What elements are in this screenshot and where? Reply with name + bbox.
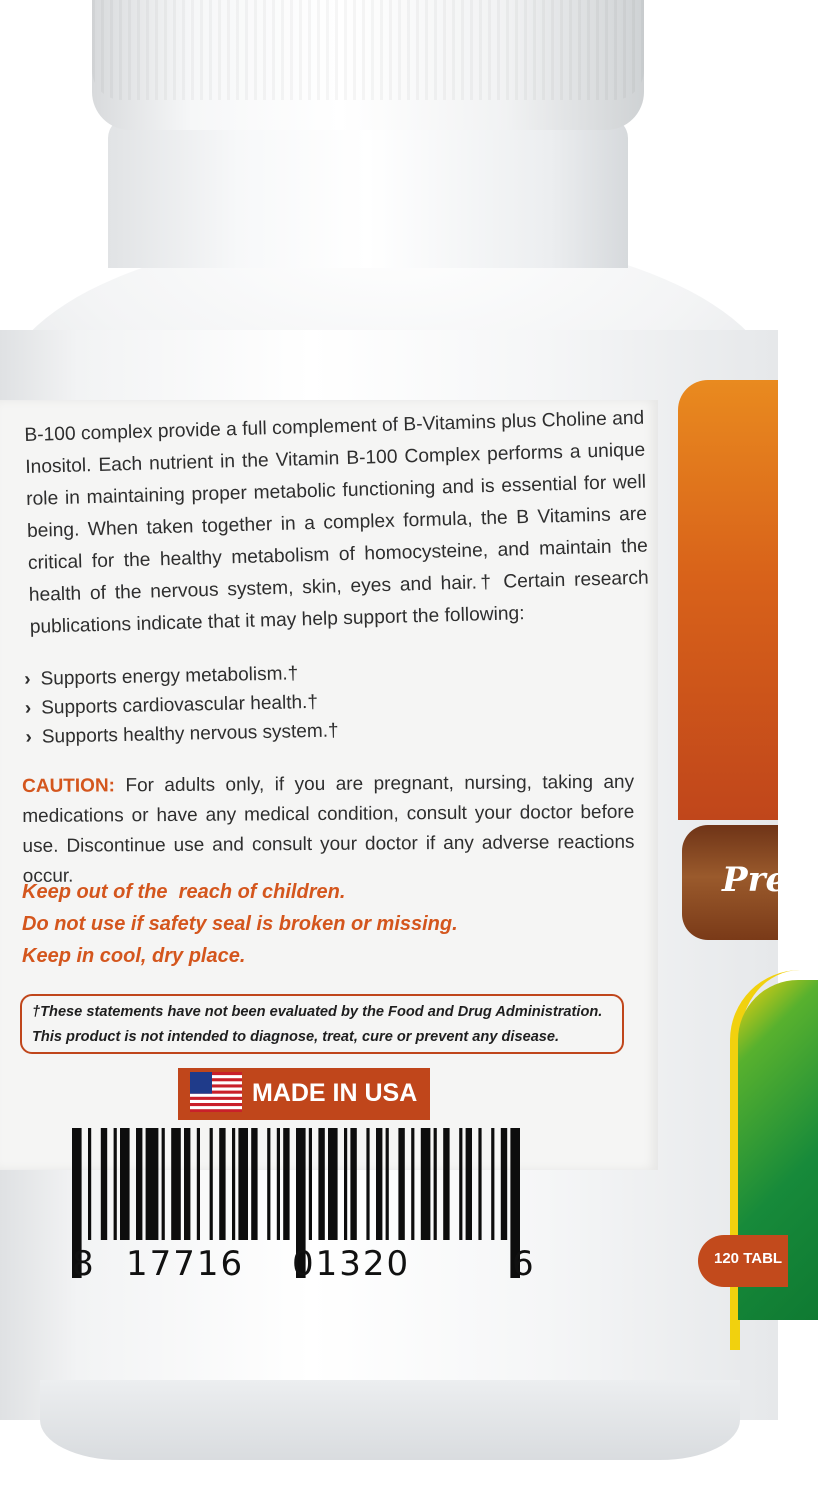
barcode-bar (309, 1128, 312, 1240)
barcode-bar (101, 1128, 107, 1240)
barcode-bar (411, 1128, 414, 1240)
barcode-bar (318, 1128, 324, 1240)
benefit-item: › Supports healthy nervous system.† (25, 716, 339, 752)
barcode-bar (434, 1128, 437, 1240)
barcode-bar (136, 1128, 142, 1240)
barcode-bar (171, 1128, 181, 1240)
barcode-bar (197, 1128, 200, 1240)
bottle-cap-ribs (92, 0, 644, 100)
barcode-bar (466, 1128, 472, 1240)
front-label-edge (658, 380, 823, 1390)
benefit-item: › Supports energy metabolism.† (24, 658, 338, 694)
warning-line: Keep in cool, dry place. (22, 945, 246, 967)
barcode-bar (478, 1128, 481, 1240)
made-in-usa-text: MADE IN USA (252, 1079, 418, 1107)
barcode-bar (491, 1128, 494, 1240)
barcode-bar (366, 1128, 369, 1240)
barcode-bar (184, 1128, 190, 1240)
front-label-band-text: Prem (722, 860, 823, 900)
barcode-bar (120, 1128, 130, 1240)
barcode-bar (398, 1128, 404, 1240)
bottle-neck (108, 118, 628, 268)
fda-disclaimer-box (20, 994, 624, 1054)
benefit-list (24, 658, 339, 752)
barcode-bar (232, 1128, 235, 1240)
barcode-bar (146, 1128, 159, 1240)
warning-line: Do not use if safety seal is broken or missing. (22, 913, 458, 935)
barcode-bar (283, 1128, 289, 1240)
barcode-bar (350, 1128, 356, 1240)
description-text: B-100 complex provide a full complement of B-Vitamins plus Choline and Inositol. Each nutrient in the Vitamin B-100 Complex performs a unique role in maintaining proper metabolic functioning and is essential for well being. When taken together in a complex formula, the B Vitamins are critical for the healthy metabolism of homocysteine, and maintain the health of the nervous system, skin, eyes and hair.† Certain research publications indicate that it may help support the following: (24, 407, 649, 638)
barcode-bar (277, 1128, 280, 1240)
barcode-bar (421, 1128, 431, 1240)
barcode-bar (376, 1128, 382, 1240)
barcode-bar (267, 1128, 270, 1240)
bottle-base (40, 1380, 740, 1460)
us-flag-icon (190, 1072, 242, 1112)
barcode-bar (210, 1128, 213, 1240)
caution-heading: CAUTION: (22, 775, 116, 797)
caution-text: For adults only, if you are pregnant, nursing, taking any medications or have any medical condition, consult your doctor before use. Discontinue use and consult your doctor if any adverse reactions occur. (22, 771, 635, 887)
barcode-bar (114, 1128, 117, 1240)
barcode-bar (344, 1128, 347, 1240)
warnings-block (22, 876, 458, 972)
barcode-digit-group: 6 (512, 1244, 536, 1284)
barcode-digit-group: 01320 (292, 1244, 411, 1284)
barcode-bar (162, 1128, 165, 1240)
caution-block (22, 768, 635, 892)
barcode-bar (251, 1128, 257, 1240)
barcode-bar (459, 1128, 462, 1240)
barcode-bar (328, 1128, 338, 1240)
benefit-item: › Supports cardiovascular health.† (25, 687, 339, 723)
barcode-bar (443, 1128, 449, 1240)
barcode-bar (501, 1128, 507, 1240)
barcode-bar (219, 1128, 225, 1240)
barcode-digit-group: 8 (72, 1244, 96, 1284)
barcode-digit-group: 17716 (126, 1244, 245, 1284)
front-label-count-text: 120 TABL (714, 1250, 783, 1267)
barcode-bar (88, 1128, 91, 1240)
barcode-bar (386, 1128, 389, 1240)
barcode-bar (238, 1128, 248, 1240)
warning-line: Keep out of the reach of children. (22, 881, 346, 903)
front-label-orange-panel (678, 380, 778, 820)
fda-disclaimer-text: †These statements have not been evaluated by the Food and Drug Administration. This product is not intended to diagnose, treat, cure or prevent any disease. (32, 1004, 603, 1045)
